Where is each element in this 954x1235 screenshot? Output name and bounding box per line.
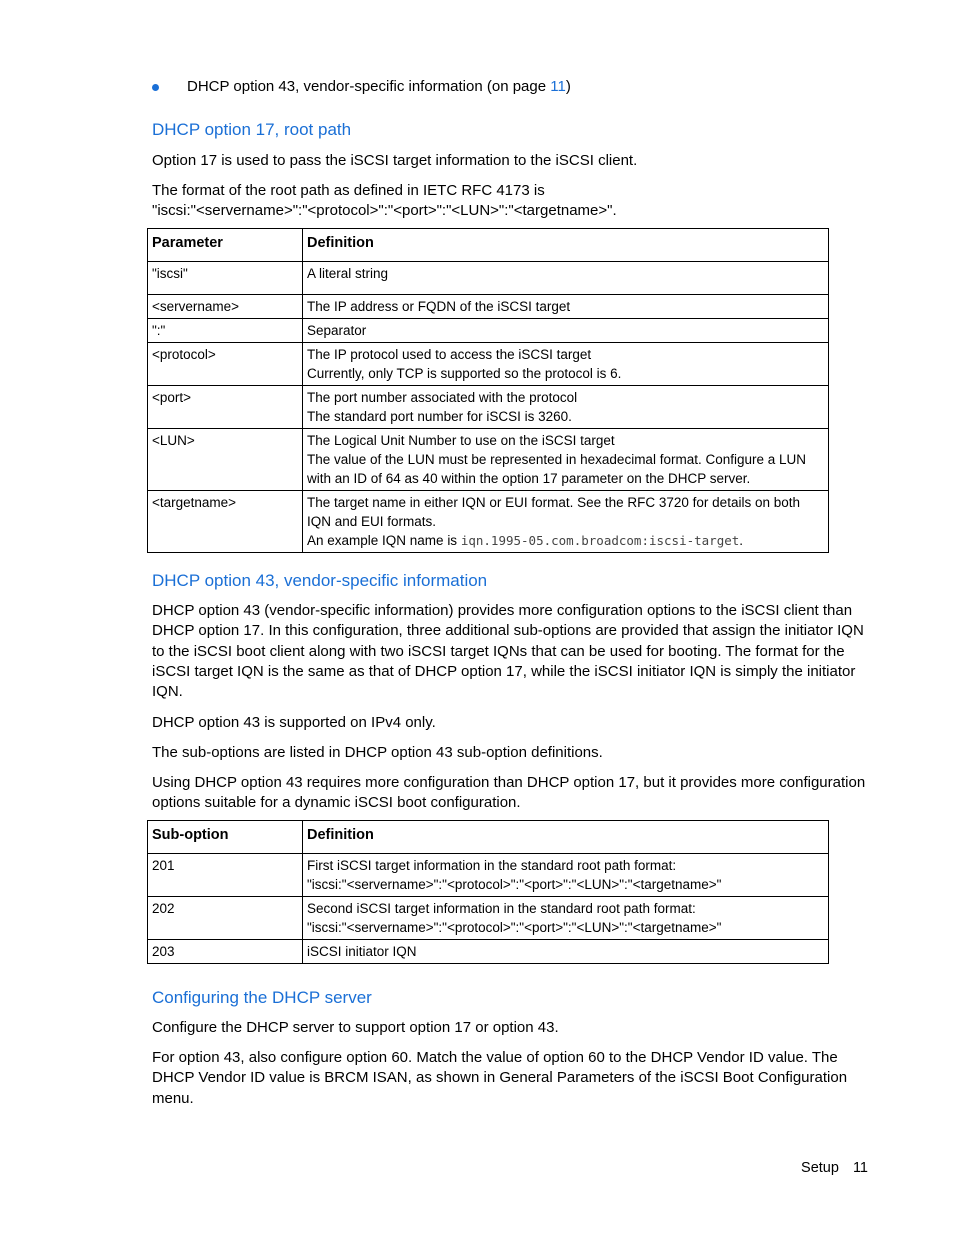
column-header: Definition xyxy=(303,821,829,854)
bullet-text: DHCP option 43, vendor-specific information (on page xyxy=(187,78,551,95)
param-cell: <port> xyxy=(148,386,303,429)
definition-line: The port number associated with the protocol xyxy=(307,390,578,405)
section-title-option17: DHCP option 17, root path xyxy=(152,120,352,139)
page-footer xyxy=(801,1158,868,1178)
definition-cell xyxy=(303,343,829,386)
page-link[interactable]: 11 xyxy=(550,78,566,95)
definition-line: Currently, only TCP is supported so the protocol is 6. xyxy=(307,366,622,381)
sub-option-cell: 201 xyxy=(148,854,303,897)
table-row xyxy=(148,343,829,386)
param-cell: ":" xyxy=(148,319,303,343)
bullet-icon xyxy=(152,84,159,91)
table-header-row xyxy=(148,821,829,854)
definition-line: "iscsi:"<servername>":"<protocol>":"<port>":"<LUN>":"<targetname>" xyxy=(307,877,722,892)
paragraph-format xyxy=(152,181,872,222)
table-row xyxy=(148,262,829,295)
definition-line: The standard port number for iSCSI is 3260. xyxy=(307,409,572,424)
definition-line: "iscsi:"<servername>":"<protocol>":"<port>":"<LUN>":"<targetname>" xyxy=(307,920,722,935)
definition-cell xyxy=(303,491,829,553)
paragraph: Option 17 is used to pass the iSCSI target information to the iSCSI client. xyxy=(152,152,638,169)
example-prefix: An example IQN name is xyxy=(307,533,461,548)
example-iqn-code: iqn.1995-05.com.broadcom:iscsi-target xyxy=(460,533,740,548)
definition-line: The Logical Unit Number to use on the iSCSI target xyxy=(307,433,615,448)
param-cell: <LUN> xyxy=(148,429,303,491)
table-row xyxy=(148,897,829,940)
column-header: Sub-option xyxy=(148,821,303,854)
root-path-parameter-table xyxy=(147,228,829,553)
table-row xyxy=(148,491,829,553)
definition-cell xyxy=(303,429,829,491)
definition-cell: Separator xyxy=(303,319,829,343)
sub-option-cell: 203 xyxy=(148,940,303,964)
section-title-configuring: Configuring the DHCP server xyxy=(152,988,372,1007)
definition-cell: iSCSI initiator IQN xyxy=(303,940,829,964)
paragraph: DHCP option 43 (vendor-specific information) provides more configuration options to the iSCSI client than DHCP option 17. In this configuration, three additional sub-options are provided that assign the initiator IQN to the iSCSI boot client along with two iSCSI target IQNs that can be used for booting. The format for the iSCSI target IQN is the same as that of DHCP option 17, while the iSCSI initiator IQN is simply the initiator IQN. xyxy=(152,602,864,701)
definition-cell: A literal string xyxy=(303,262,829,295)
paragraph: The sub-options are listed in DHCP option 43 sub-option definitions. xyxy=(152,744,603,761)
table-header-row xyxy=(148,229,829,262)
column-header: Definition xyxy=(303,229,829,262)
definition-cell xyxy=(303,386,829,429)
definition-cell xyxy=(303,854,829,897)
format-line-1: The format of the root path as defined in IETC RFC 4173 is xyxy=(152,182,545,199)
definition-line: The IP protocol used to access the iSCSI target xyxy=(307,347,592,362)
bullet-text-wrap xyxy=(187,77,571,97)
param-cell: <targetname> xyxy=(148,491,303,553)
paragraph: Using DHCP option 43 requires more configuration than DHCP option 17, but it provides more configuration options suitable for a dynamic iSCSI boot configuration. xyxy=(152,774,866,812)
page-number: 11 xyxy=(852,1160,868,1176)
table-row xyxy=(148,319,829,343)
param-cell: "iscsi" xyxy=(148,262,303,295)
table-row xyxy=(148,940,829,964)
definition-cell: The IP address or FQDN of the iSCSI target xyxy=(303,295,829,319)
paragraph: Configure the DHCP server to support option 17 or option 43. xyxy=(152,1019,559,1036)
table-row xyxy=(148,854,829,897)
table-row xyxy=(148,429,829,491)
paragraph: DHCP option 43 is supported on IPv4 only. xyxy=(152,714,436,731)
definition-line: The value of the LUN must be represented in hexadecimal format. Configure a LUN with an ID of 64 as 40 within the option 17 parameter on the DHCP server. xyxy=(307,452,807,486)
table-row xyxy=(148,386,829,429)
footer-section: Setup xyxy=(801,1160,839,1176)
paragraph: For option 43, also configure option 60. Match the value of option 60 to the DHCP Vendor ID value. The DHCP Vendor ID value is BRCM ISAN, as shown in General Parameters of the iSCSI Boot Configuration menu. xyxy=(152,1049,848,1107)
param-cell: <servername> xyxy=(148,295,303,319)
example-suffix: . xyxy=(739,533,744,548)
sub-option-cell: 202 xyxy=(148,897,303,940)
definition-line: The target name in either IQN or EUI format. See the RFC 3720 for details on both IQN and EUI formats. xyxy=(307,495,800,529)
section-title-option43: DHCP option 43, vendor-specific information xyxy=(152,571,488,590)
definition-line: First iSCSI target information in the standard root path format: xyxy=(307,858,677,873)
example-line xyxy=(307,531,824,550)
table-row xyxy=(148,295,829,319)
definition-line: Second iSCSI target information in the standard root path format: xyxy=(307,901,696,916)
column-header: Parameter xyxy=(148,229,303,262)
bullet-close: ) xyxy=(565,78,571,95)
definition-cell xyxy=(303,897,829,940)
sub-option-table xyxy=(147,820,829,964)
param-cell: <protocol> xyxy=(148,343,303,386)
format-line-2: "iscsi:"<servername>":"<protocol>":"<port>":"<LUN>":"<targetname>". xyxy=(152,202,617,220)
